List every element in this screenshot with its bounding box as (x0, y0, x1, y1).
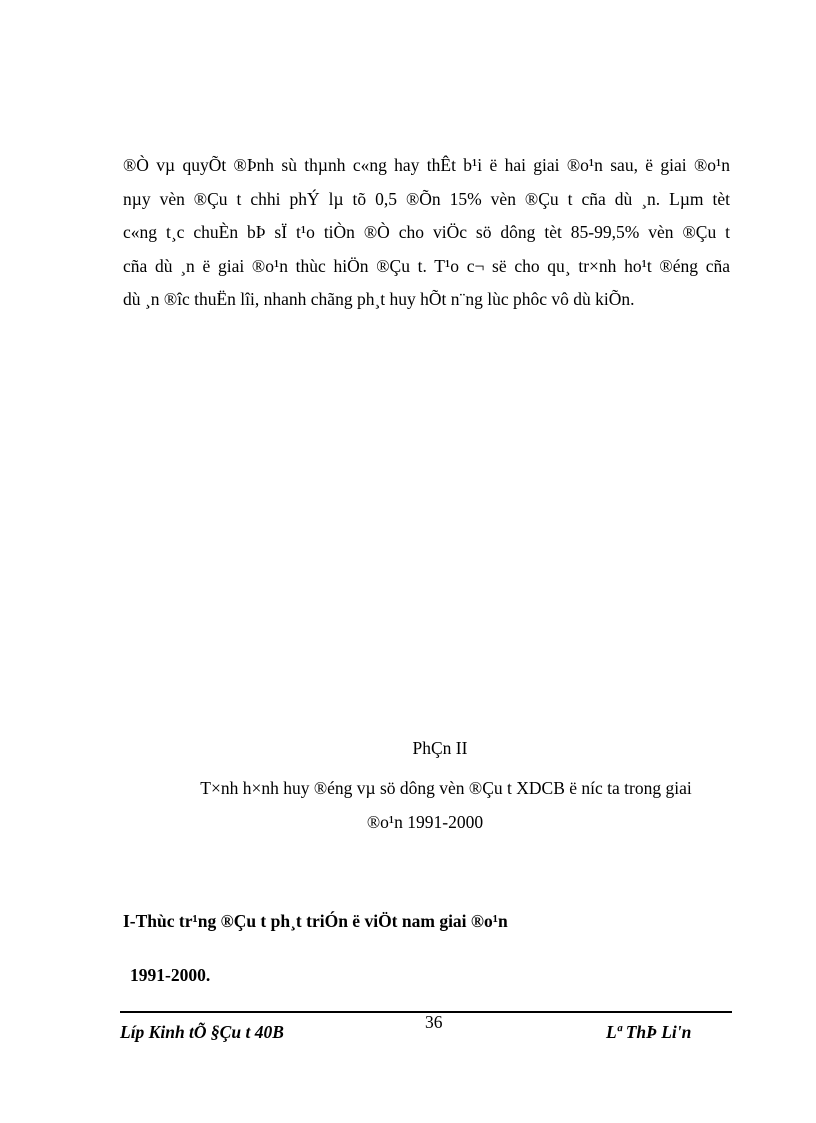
paragraph-line: cña dù ¸n ë giai ®o¹n thùc hiÖn ®Çu t. T¹o c¬ së cho qu¸ tr×nh ho¹t ®éng cña (123, 255, 730, 276)
section-heading: I-Thùc tr¹ng ®Çu t ph¸t triÓn ë viÖt nam giai ®o¹n (123, 911, 508, 931)
paragraph-line: dù ¸n ®îc thuËn lîi, nhanh chãng ph¸t huy hÕt n¨ng lùc phôc vô dù kiÕn. (123, 289, 635, 309)
page-number: 36 (425, 1012, 443, 1032)
paragraph-line: nµy vèn ®Çu t chhi phÝ lµ tõ 0,5 ®Õn 15% vèn ®Çu t cña dù ¸n. Lµm tèt (123, 188, 730, 209)
part-subtitle-line-2: ®o¹n 1991-2000 (366, 812, 484, 832)
part-title: PhÇn II (412, 738, 468, 758)
paragraph-line: ®Ò vµ quyÕt ®Þnh sù thµnh c«ng hay thÊt b¹i ë hai giai ®o¹n sau, ë giai ®o¹n (123, 155, 730, 175)
footer-right-author: Lª ThÞ Li'n (606, 1022, 692, 1042)
section-heading-continued: 1991-2000. (130, 965, 211, 985)
footer-left-class: Líp Kinh tÕ §Çu t 40B (120, 1022, 284, 1042)
part-subtitle-line-1: T×nh h×nh huy ®éng vµ sö dông vèn ®Çu t XDCB ë níc ta trong giai (200, 778, 692, 798)
body-paragraph (123, 149, 730, 317)
paragraph-line: c«ng t¸c chuÈn bÞ sÏ t¹o tiÒn ®Ò cho viÖc sö dông tèt 85-99,5% vèn ®Çu t (123, 222, 730, 242)
